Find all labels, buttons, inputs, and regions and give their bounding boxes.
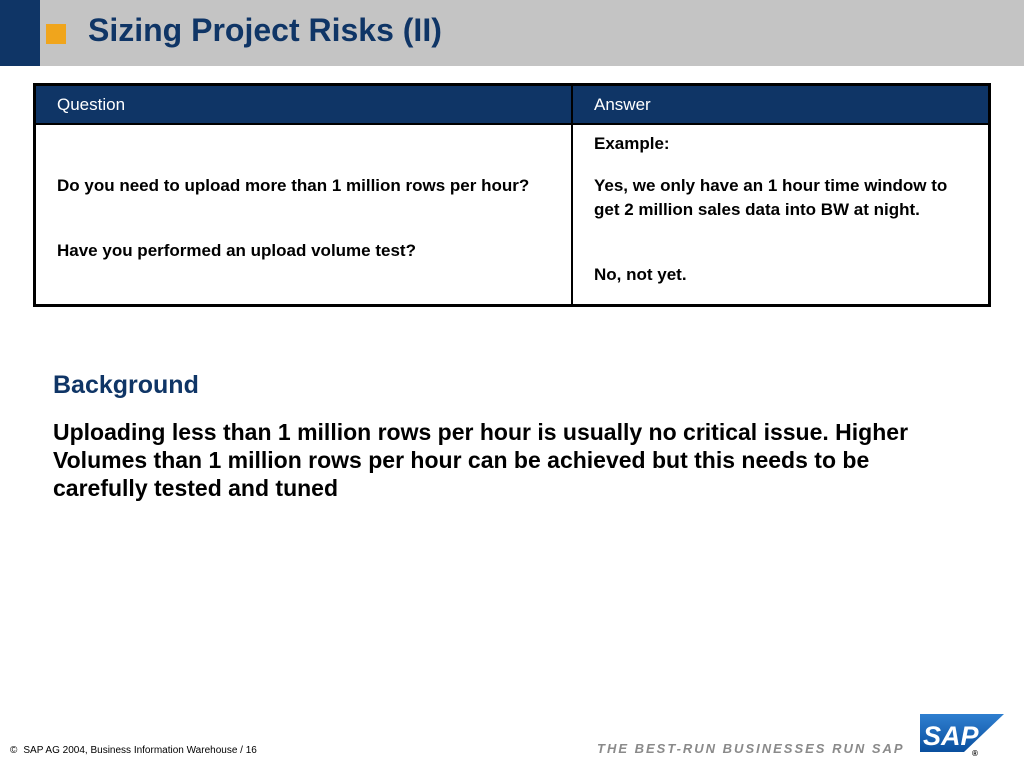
question-volume-test: Have you performed an upload volume test? bbox=[57, 241, 416, 260]
sap-logo bbox=[916, 712, 1006, 758]
header-question: Question bbox=[57, 95, 126, 114]
sap-logo-text: SAP bbox=[923, 721, 979, 751]
answer-example-label: Example: bbox=[594, 134, 670, 153]
copyright-icon: © bbox=[10, 745, 18, 756]
qa-table bbox=[33, 83, 991, 307]
footer-tagline: THE BEST-RUN BUSINESSES RUN SAP bbox=[597, 741, 905, 756]
background-body: Uploading less than 1 million rows per hour is usually no critical issue. Higher Volumes than 1 million rows per hour can be achieved but this needs to be carefully tested and tuned bbox=[53, 419, 909, 501]
footer-copyright-text: SAP AG 2004, Business Information Warehouse / 16 bbox=[23, 745, 257, 756]
background-heading: Background bbox=[53, 371, 199, 399]
title-bullet-square bbox=[46, 24, 66, 44]
registered-mark: ® bbox=[972, 749, 978, 758]
column-divider bbox=[571, 86, 573, 304]
answer-volume-test: No, not yet. bbox=[594, 265, 687, 284]
title-left-block bbox=[0, 0, 40, 66]
slide-title: Sizing Project Risks (II) bbox=[88, 12, 442, 48]
question-upload-volume: Do you need to upload more than 1 million rows per hour? bbox=[57, 176, 530, 195]
qa-table-header bbox=[36, 86, 988, 125]
answer-upload-volume: Yes, we only have an 1 hour time window to get 2 million sales data into BW at night. bbox=[594, 176, 948, 219]
header-answer: Answer bbox=[594, 95, 651, 114]
title-bar bbox=[0, 0, 1024, 66]
footer-copyright bbox=[10, 745, 257, 756]
